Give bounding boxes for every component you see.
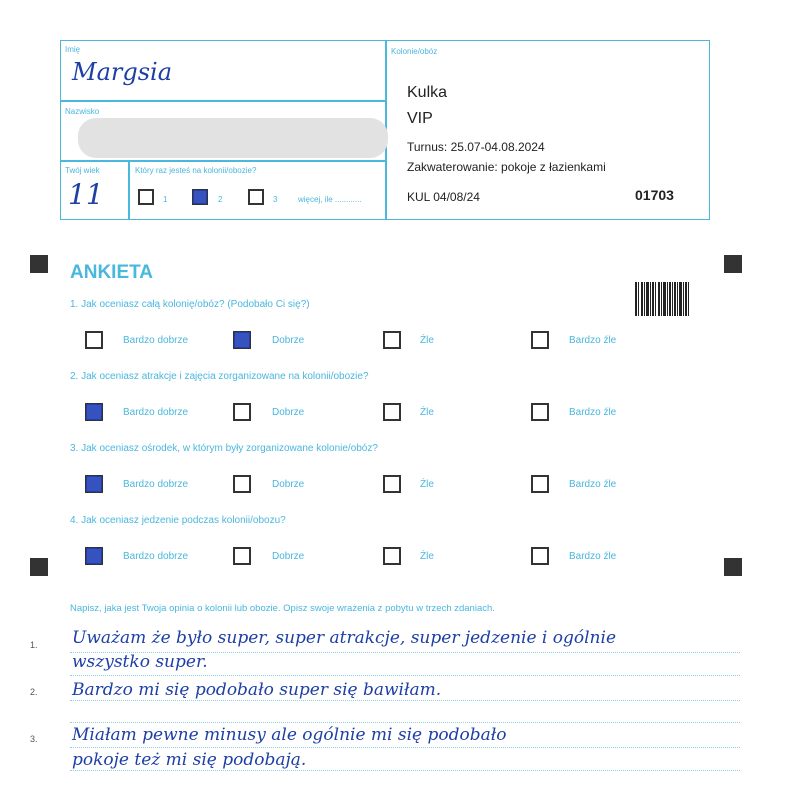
ktory-raz-checkbox-2[interactable] <box>192 189 208 205</box>
scan-marker-bottom-left <box>30 558 48 576</box>
camp-code: KUL 04/08/24 <box>407 190 480 204</box>
barcode-icon <box>635 282 689 316</box>
q1-checkbox-dobrze[interactable] <box>233 331 251 349</box>
opinion-line-1[interactable]: Uważam że było super, super atrakcje, super jedzenie i ogólnie <box>72 628 617 648</box>
opinion-prompt: Napisz, jaka jest Twoja opinia o kolonii lub obozie. Opisz swoje wrażenia z pobytu w trzech zdaniach. <box>70 603 495 614</box>
q1-checkbox-bardzo-dobrze[interactable] <box>85 331 103 349</box>
camp-type: VIP <box>407 110 433 127</box>
q3-opt-bardzo-dobrze: Bardzo dobrze <box>123 479 189 490</box>
camp-name: Kulka <box>407 84 448 101</box>
q3-opt-zle: Źle <box>420 479 434 490</box>
dotted-line-3 <box>70 700 740 701</box>
q3-checkbox-dobrze[interactable] <box>233 475 251 493</box>
opinion-line-5[interactable]: pokoje też mi się podobają. <box>72 750 307 770</box>
q3-opt-dobrze: Dobrze <box>272 479 305 490</box>
scan-marker-top-left <box>30 255 48 273</box>
survey-title: ANKIETA <box>70 262 154 283</box>
q1-opt-bardzo-zle: Bardzo źle <box>569 335 617 346</box>
wiecej-label: więcej, ile ............ <box>298 195 362 204</box>
scan-marker-bottom-right <box>724 558 742 576</box>
ktory-raz-checkbox-1[interactable] <box>138 189 154 205</box>
q3-opt-bardzo-zle: Bardzo źle <box>569 479 617 490</box>
kolonie-label: Kolonie/obóz <box>391 47 438 56</box>
q1-checkbox-bardzo-zle[interactable] <box>531 331 549 349</box>
q2-checkbox-dobrze[interactable] <box>233 403 251 421</box>
q4-checkbox-dobrze[interactable] <box>233 547 251 565</box>
q4-checkbox-bardzo-zle[interactable] <box>531 547 549 565</box>
q4-opt-zle: Źle <box>420 551 434 562</box>
q1-opt-zle: Źle <box>420 335 434 346</box>
opinion-line-2[interactable]: wszystko super. <box>72 652 208 672</box>
ktory-raz-opt-1: 1 <box>163 195 168 204</box>
q2-checkbox-bardzo-zle[interactable] <box>531 403 549 421</box>
nazwisko-redacted <box>78 118 388 158</box>
opinion-line-3[interactable]: Bardzo mi się podobało super się bawiłam. <box>72 680 442 700</box>
header-divider-2 <box>60 160 386 162</box>
q3-checkbox-bardzo-zle[interactable] <box>531 475 549 493</box>
header-divider-3 <box>128 160 130 220</box>
header-divider-1 <box>60 100 386 102</box>
q1-opt-dobrze: Dobrze <box>272 335 305 346</box>
dotted-line-2 <box>70 675 740 676</box>
opinion-number-1: 1. <box>30 640 38 650</box>
question-1-text: 1. Jak oceniasz całą kolonię/obóz? (Podobało Ci się?) <box>70 299 310 310</box>
q1-checkbox-zle[interactable] <box>383 331 401 349</box>
q3-checkbox-zle[interactable] <box>383 475 401 493</box>
q4-checkbox-bardzo-dobrze[interactable] <box>85 547 103 565</box>
imie-value[interactable]: Margsia <box>72 58 173 86</box>
q2-opt-dobrze: Dobrze <box>272 407 305 418</box>
zakwaterowanie: Zakwaterowanie: pokoje z łazienkami <box>407 160 606 174</box>
nazwisko-label: Nazwisko <box>65 107 100 116</box>
form-number: 01703 <box>635 187 674 203</box>
q4-opt-bardzo-zle: Bardzo źle <box>569 551 617 562</box>
question-3-text: 3. Jak oceniasz ośrodek, w którym były zorganizowane kolonie/obóz? <box>70 443 378 454</box>
wiek-label: Twój wiek <box>65 166 100 175</box>
q2-opt-bardzo-zle: Bardzo źle <box>569 407 617 418</box>
q4-checkbox-zle[interactable] <box>383 547 401 565</box>
ktory-raz-opt-2: 2 <box>218 195 223 204</box>
q2-opt-zle: Źle <box>420 407 434 418</box>
turnus: Turnus: 25.07-04.08.2024 <box>407 140 545 154</box>
q4-opt-dobrze: Dobrze <box>272 551 305 562</box>
wiek-value[interactable]: 11 <box>68 178 104 211</box>
q2-checkbox-zle[interactable] <box>383 403 401 421</box>
ktory-raz-checkbox-3[interactable] <box>248 189 264 205</box>
q3-checkbox-bardzo-dobrze[interactable] <box>85 475 103 493</box>
ktory-raz-label: Który raz jesteś na kolonii/obozie? <box>135 166 257 175</box>
q4-opt-bardzo-dobrze: Bardzo dobrze <box>123 551 189 562</box>
dotted-line-5 <box>70 747 740 748</box>
q2-checkbox-bardzo-dobrze[interactable] <box>85 403 103 421</box>
ktory-raz-opt-3: 3 <box>273 195 278 204</box>
dotted-line-6 <box>70 770 740 771</box>
q1-opt-bardzo-dobrze: Bardzo dobrze <box>123 335 189 346</box>
dotted-line-4 <box>70 722 740 723</box>
opinion-line-4[interactable]: Miałam pewne minusy ale ogólnie mi się podobało <box>72 725 507 745</box>
opinion-number-3: 3. <box>30 734 38 744</box>
opinion-number-2: 2. <box>30 687 38 697</box>
q2-opt-bardzo-dobrze: Bardzo dobrze <box>123 407 189 418</box>
question-2-text: 2. Jak oceniasz atrakcje i zajęcia zorganizowane na kolonii/obozie? <box>70 371 369 382</box>
imie-label: Imię <box>65 45 81 54</box>
question-4-text: 4. Jak oceniasz jedzenie podczas kolonii/obozu? <box>70 515 286 526</box>
scan-marker-top-right <box>724 255 742 273</box>
